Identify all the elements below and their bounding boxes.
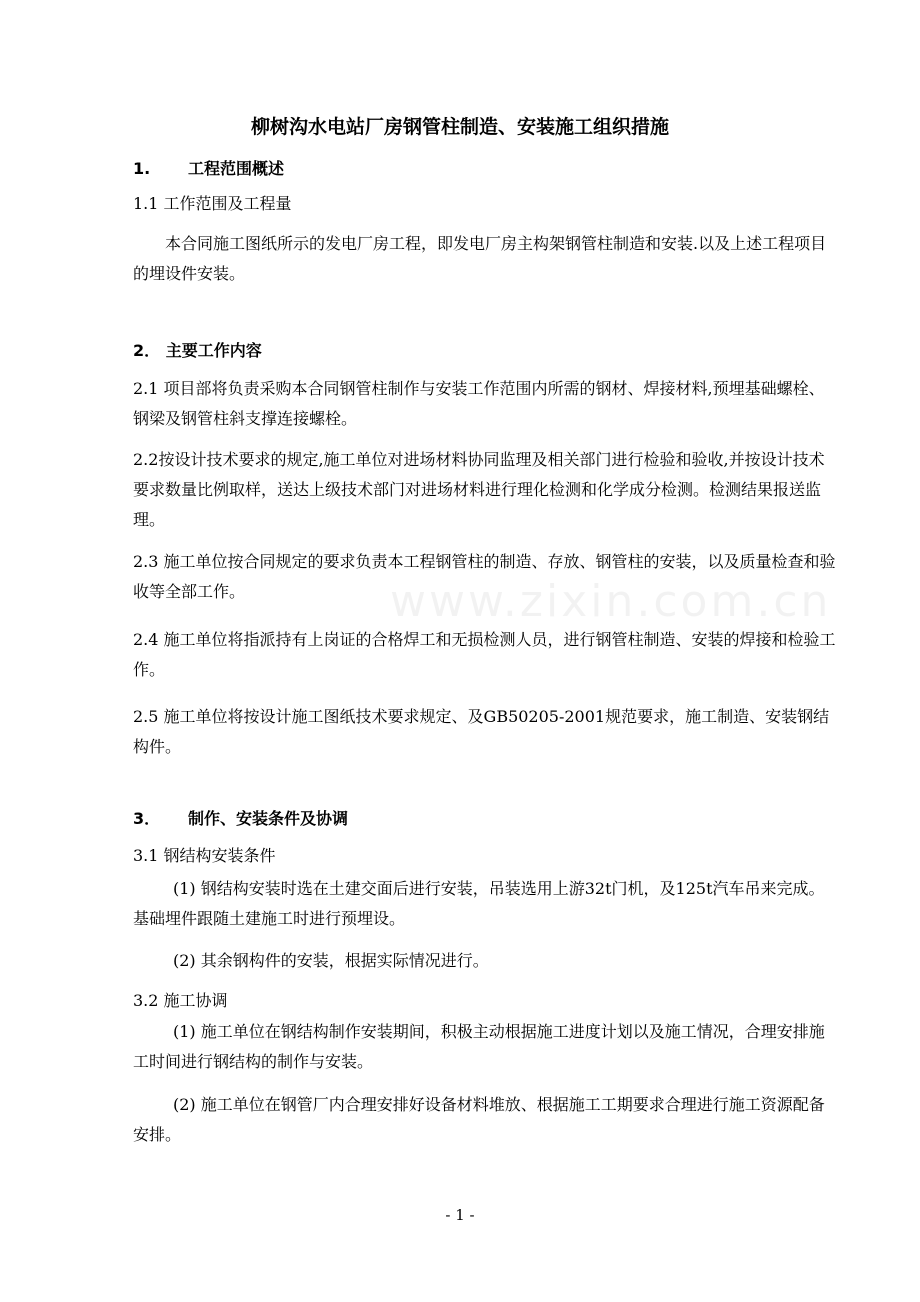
- paragraph-1-1: 本合同施工图纸所示的发电厂房工程，即发电厂房主构架钢管柱制造和安装.以及上述工程项目的埋设件安装。: [133, 234, 827, 283]
- subsection-1-1-heading: 1.1 工作范围及工程量: [133, 194, 292, 213]
- paragraph-2-1: 2.1 项目部将负责采购本合同钢管柱制作与安装工作范围内所需的钢材、焊接材料,预埋基础螺栓、钢梁及钢管柱斜支撑连接螺栓。: [133, 379, 825, 428]
- list-item-3-2-2: (2) 施工单位在钢管厂内合理安排好设备材料堆放、根据施工工期要求合理进行施工资源配备安排。: [133, 1095, 825, 1144]
- document-title: 柳树沟水电站厂房钢管柱制造、安装施工组织措施: [250, 116, 669, 138]
- section-1-heading: [133, 156, 284, 179]
- section-1-number: 1.: [133, 159, 151, 178]
- paragraph-2-5: 2.5 施工单位将按设计施工图纸技术要求规定、及GB50205-2001规范要求，施工制造、安装钢结构件。: [133, 707, 830, 756]
- watermark: www.zixin.com.cn: [390, 576, 832, 627]
- paragraph-2-4: 2.4 施工单位将指派持有上岗证的合格焊工和无损检测人员，进行钢管柱制造、安装的焊接和检验工作。: [133, 630, 836, 679]
- list-item-3-1-2: (2) 其余钢构件的安装，根据实际情况进行。: [173, 951, 489, 970]
- list-item-3-1-1: (1) 钢结构安装时选在土建交面后进行安装，吊装选用上游32t门机，及125t汽车吊来完成。基础埋件跟随土建施工时进行预埋设。: [133, 879, 825, 928]
- section-3-number: 3．: [133, 809, 161, 828]
- subsection-3-2-heading: 3.2 施工协调: [133, 991, 228, 1010]
- section-1-title: 工程范围概述: [188, 159, 285, 178]
- paragraph-2-3: 2.3 施工单位按合同规定的要求负责本工程钢管柱的制造、存放、钢管柱的安装，以及质量检查和验收等全部工作。: [133, 552, 836, 601]
- section-2-heading: 2． 主要工作内容: [133, 341, 262, 360]
- paragraph-2-2: 2.2按设计技术要求的规定,施工单位对进场材料协同监理及相关部门进行检验和验收,并按设计技术要求数量比例取样，送达上级技术部门对进场材料进行理化检测和化学成分检测。检测结果报送监理。: [133, 450, 825, 529]
- section-3-title: 制作、安装条件及协调: [188, 809, 349, 828]
- list-item-3-2-1: (1) 施工单位在钢结构制作安装期间，积极主动根据施工进度计划以及施工情况，合理安排施工时间进行钢结构的制作与安装。: [133, 1022, 825, 1071]
- page-number: - 1 -: [445, 1206, 475, 1224]
- section-3-heading: [133, 806, 348, 829]
- subsection-3-1-heading: 3.1 钢结构安装条件: [133, 846, 276, 865]
